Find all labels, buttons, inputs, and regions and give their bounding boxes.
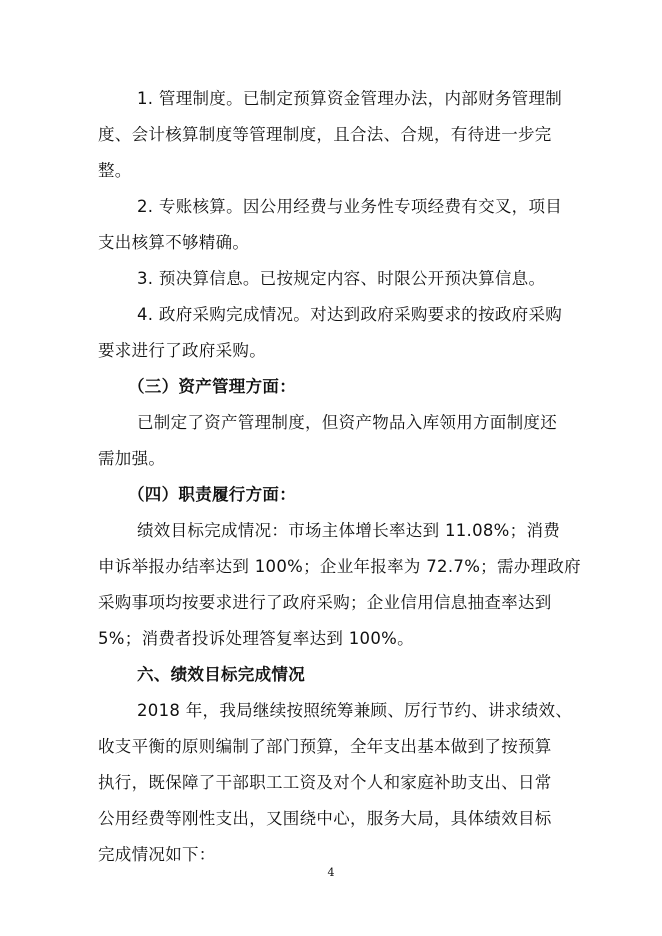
paragraph-line: 收支平衡的原则编制了部门预算，全年支出基本做到了按预算 [98,737,552,756]
paragraph-line: 采购事项均按要求进行了政府采购；企业信用信息抽查率达到 [98,593,552,612]
paragraph-line: 已制定了资产管理制度，但资产物品入库领用方面制度还 [137,413,557,432]
section-heading: （四）职责履行方面： [128,485,296,504]
section-heading: （三）资产管理方面： [128,377,296,396]
paragraph-line: 整。 [98,161,132,180]
paragraph-line: 完成情况如下： [98,845,216,864]
page-number: 4 [327,866,335,879]
paragraph-line: 5%；消费者投诉处理答复率达到 100%。 [98,629,414,648]
paragraph-line: 3. 预决算信息。已按规定内容、时限公开预决算信息。 [137,269,546,288]
paragraph-line: 要求进行了政府采购。 [98,341,266,360]
paragraph-line: 2. 专账核算。因公用经费与业务性专项经费有交叉，项目 [137,197,563,216]
paragraph-line: 申诉举报办结率达到 100%；企业年报率为 72.7%；需办理政府 [98,557,581,576]
paragraph-line: 执行，既保障了干部职工工资及对个人和家庭补助支出、日常 [98,773,552,792]
paragraph-line: 4. 政府采购完成情况。对达到政府采购要求的按政府采购 [137,305,563,324]
paragraph-line: 公用经费等刚性支出，又围绕中心，服务大局，具体绩效目标 [98,809,552,828]
paragraph-line: 1. 管理制度。已制定预算资金管理办法，内部财务管理制 [137,89,563,108]
paragraph-line: 支出核算不够精确。 [98,233,250,252]
paragraph-line: 2018 年，我局继续按照统筹兼顾、厉行节约、讲求绩效、 [137,701,573,720]
paragraph-line: 需加强。 [98,449,166,468]
section-heading: 六、绩效目标完成情况 [137,665,305,684]
paragraph-line: 度、会计核算制度等管理制度，且合法、合规，有待进一步完 [98,125,552,144]
paragraph-line: 绩效目标完成情况：市场主体增长率达到 11.08%；消费 [137,521,561,540]
